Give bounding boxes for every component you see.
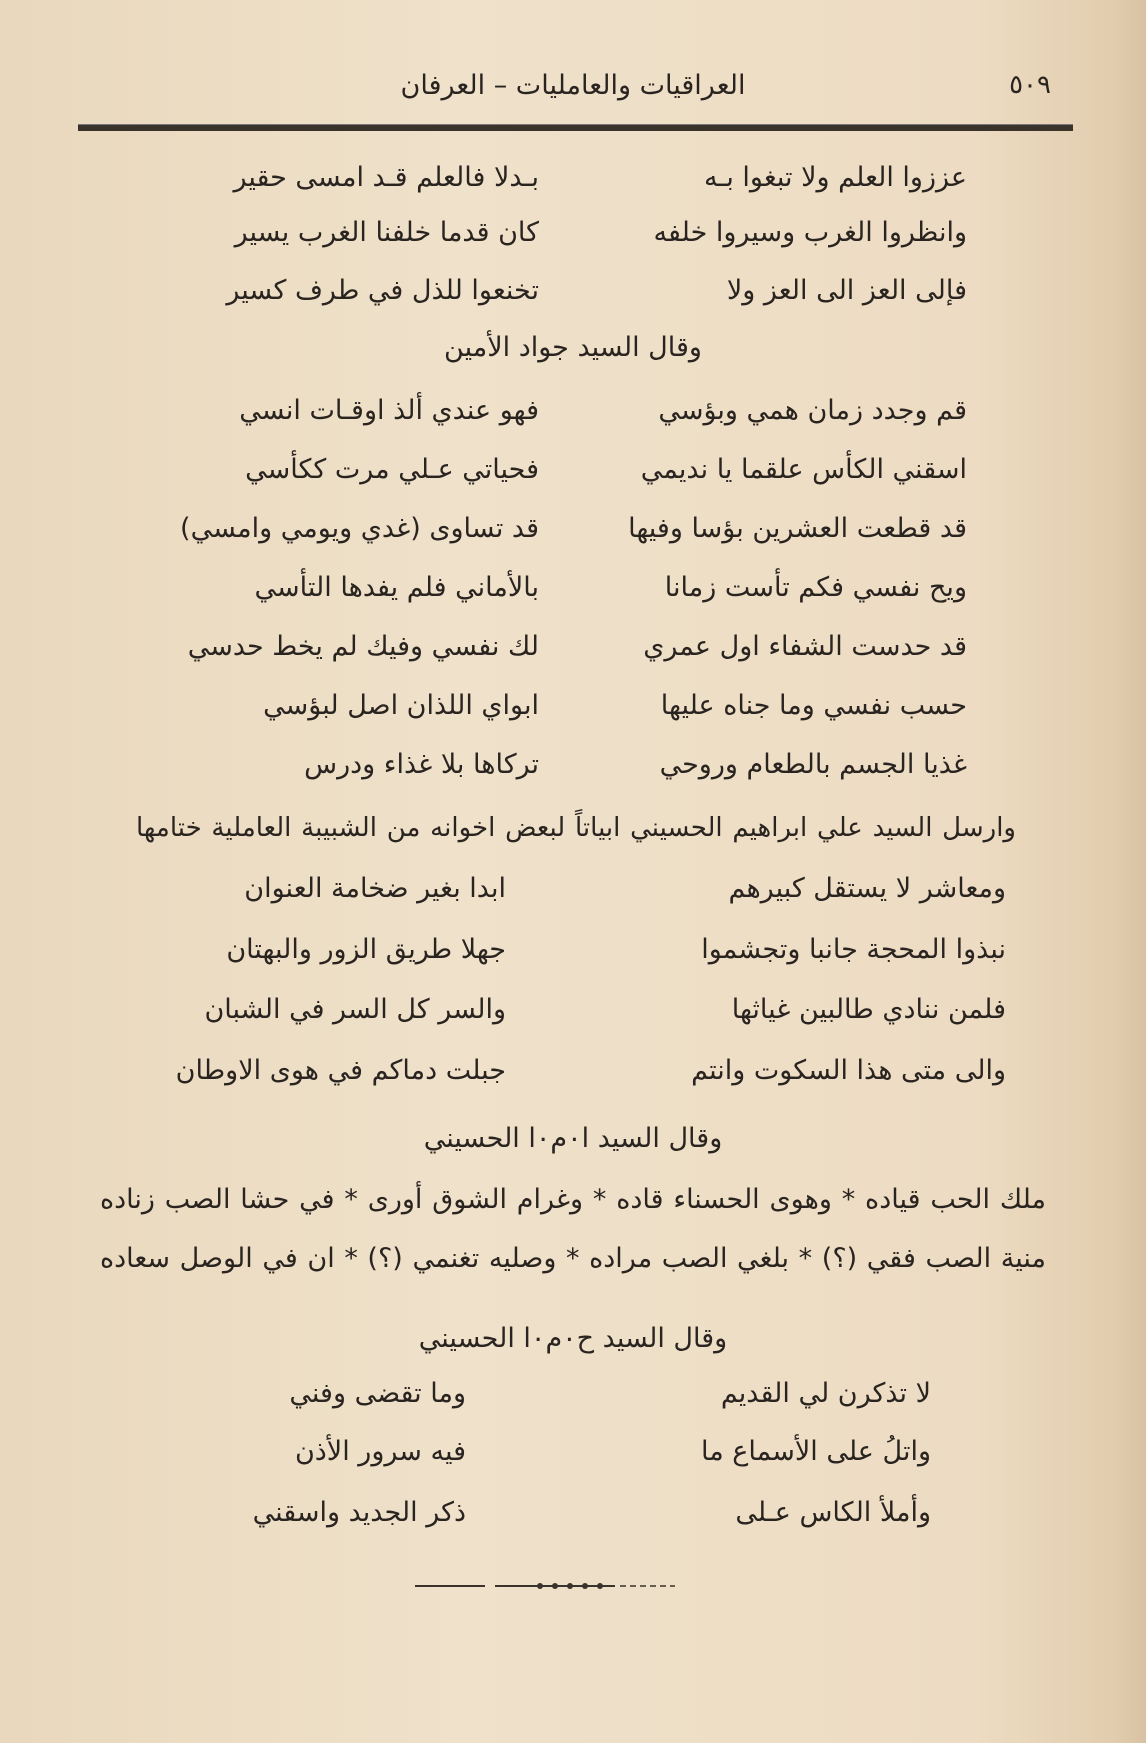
verse-hemistich-1: فلمن ننادي طالبين غياثها: [731, 994, 1006, 1025]
verse-hemistich-2: بالأماني فلم يفدها التأسي: [254, 572, 539, 603]
verse-hemistich-1: غذيا الجسم بالطعام وروحي: [659, 749, 967, 780]
verse-hemistich-1: قد قطعت العشرين بؤسا وفيها: [628, 513, 967, 544]
verse-hemistich-1: لا تذكرن لي القديم: [720, 1378, 931, 1409]
verse-hemistich-2: لك نفسي وفيك لم يخط حدسي: [187, 631, 539, 662]
ornamental-divider: [415, 1580, 715, 1592]
verse-hemistich-2: تخنعوا للذل في طرف كسير: [226, 275, 539, 306]
verse-hemistich-2: جهلا طريق الزور والبهتان: [226, 934, 506, 965]
verse-hemistich-1: عززوا العلم ولا تبغوا بـه: [703, 162, 967, 193]
verse-hemistich-2: فحياتي عـلي مرت ككأسي: [245, 454, 539, 485]
header-rule: [78, 124, 1073, 131]
prose-line: منية الصب فقي (؟) * بلغي الصب مراده * وصليه تغنمي (؟) * ان في الوصل سعاده: [100, 1243, 1046, 1274]
verse-hemistich-1: نبذوا المحجة جانبا وتجشموا: [701, 934, 1006, 965]
verse-hemistich-2: ابدا بغير ضخامة العنوان: [244, 873, 506, 904]
verse-hemistich-2: فهو عندي ألذ اوقـات انسي: [239, 395, 539, 426]
page-number: ٥٠٩: [1009, 70, 1051, 100]
verse-hemistich-1: وانظروا الغرب وسيروا خلفه: [653, 217, 967, 248]
verse-hemistich-1: ويح نفسي فكم تأست زمانا: [664, 572, 967, 603]
verse-hemistich-2: ذكر الجديد واسقني: [252, 1497, 466, 1528]
verse-hemistich-2: بـدلا فالعلم قـد امسى حقير: [233, 162, 539, 193]
verse-hemistich-1: وأملأ الكاس عـلى: [735, 1497, 931, 1528]
verse-hemistich-2: فيه سرور الأذن: [294, 1436, 466, 1467]
verse-hemistich-1: اسقني الكأس علقما يا نديمي: [640, 454, 967, 485]
intro-paragraph: وارسل السيد علي ابراهيم الحسيني ابياتاً لبعض اخوانه من الشبيبة العاملية ختامها: [136, 813, 1016, 843]
verse-hemistich-1: واتلُ على الأسماع ما: [701, 1436, 931, 1467]
verse-hemistich-1: ومعاشر لا يستقل كبيرهم: [728, 873, 1006, 904]
section-heading: وقال السيد ح٠م٠ا الحسيني: [418, 1323, 728, 1354]
verse-hemistich-2: تركاها بلا غذاء ودرس: [304, 749, 539, 780]
verse-hemistich-2: والسر كل السر في الشبان: [204, 994, 506, 1025]
verse-hemistich-2: قد تساوى (غدي ويومي وامسي): [180, 513, 539, 544]
verse-hemistich-1: حسب نفسي وما جناه عليها: [660, 690, 967, 721]
verse-hemistich-1: قم وجدد زمان همي وبؤسي: [658, 395, 967, 426]
verse-hemistich-1: فإلى العز الى العز ولا: [726, 275, 967, 306]
prose-line: ملك الحب قياده * وهوى الحسناء قاده * وغرام الشوق أورى * في حشا الصب زناده: [100, 1184, 1046, 1215]
section-heading: وقال السيد ا٠م٠ا الحسيني: [423, 1123, 723, 1154]
verse-hemistich-2: كان قدما خلفنا الغرب يسير: [234, 217, 539, 248]
running-title: العراقيات والعامليات – العرفان: [400, 70, 746, 101]
verse-hemistich-1: والى متى هذا السكوت وانتم: [691, 1055, 1006, 1086]
section-heading: وقال السيد جواد الأمين: [444, 332, 702, 363]
verse-hemistich-2: وما تقضى وفني: [289, 1378, 466, 1409]
verse-hemistich-2: ابواي اللذان اصل لبؤسي: [263, 690, 539, 721]
verse-hemistich-1: قد حدست الشفاء اول عمري: [643, 631, 967, 662]
verse-hemistich-2: جبلت دماكم في هوى الاوطان: [175, 1055, 506, 1086]
